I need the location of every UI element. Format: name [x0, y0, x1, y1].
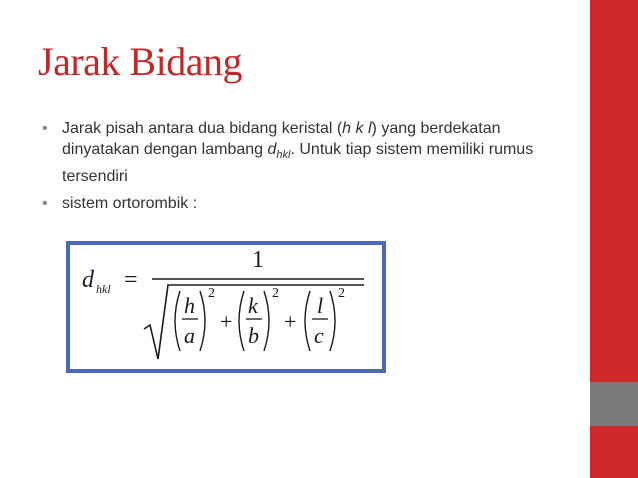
paren-right-3	[330, 291, 335, 351]
bullet-item-definition	[38, 118, 578, 187]
symbol-d-subscript: hkl	[276, 149, 291, 161]
paren-left-3	[305, 291, 310, 351]
accent-strip-red-top	[590, 0, 638, 382]
term1-denominator: a	[184, 323, 195, 348]
formula-orthorhombic	[70, 245, 382, 369]
accent-strip-red-bottom	[590, 426, 638, 478]
miller-index-k: k	[355, 120, 364, 137]
formula-plus-1: +	[220, 309, 233, 334]
formula-lhs-d: d	[82, 267, 94, 293]
accent-strip-gray	[590, 382, 638, 426]
paren-left-1	[175, 291, 180, 351]
term2-exponent: 2	[272, 286, 279, 301]
term3-exponent: 2	[338, 286, 345, 301]
formula-numerator: 1	[252, 247, 264, 273]
miller-index-l: l	[367, 120, 372, 137]
term3-denominator: c	[314, 323, 324, 348]
paren-right-2	[264, 291, 269, 351]
symbol-d: d	[267, 141, 277, 158]
term1-exponent: 2	[208, 286, 215, 301]
formula-lhs-subscript: hkl	[96, 282, 111, 296]
bullet-text: ) yang berdekatan dinyatakan dengan lambang	[62, 120, 501, 158]
slide-title: Jarak Bidang	[38, 39, 242, 84]
term2-denominator: b	[248, 323, 259, 348]
paren-right-1	[200, 291, 205, 351]
bullet-item-orthorhombic	[38, 193, 578, 214]
bullet-text: sistem ortorombik :	[62, 195, 198, 212]
paren-left-2	[239, 291, 244, 351]
formula-box	[66, 241, 386, 373]
bullet-list	[38, 118, 578, 220]
bullet-text: . Untuk tiap sistem memiliki rumus tersendiri	[62, 141, 534, 185]
formula-equals: =	[124, 267, 138, 293]
term2-numerator: k	[248, 293, 258, 318]
term1-numerator: h	[184, 293, 195, 318]
bullet-dot-icon: •	[42, 120, 48, 137]
bullet-dot-icon: •	[42, 195, 48, 212]
bullet-text: Jarak pisah antara dua bidang keristal (	[62, 120, 343, 137]
term3-numerator: l	[317, 293, 324, 318]
miller-index-h: h	[342, 120, 352, 137]
formula-plus-2: +	[284, 309, 297, 334]
